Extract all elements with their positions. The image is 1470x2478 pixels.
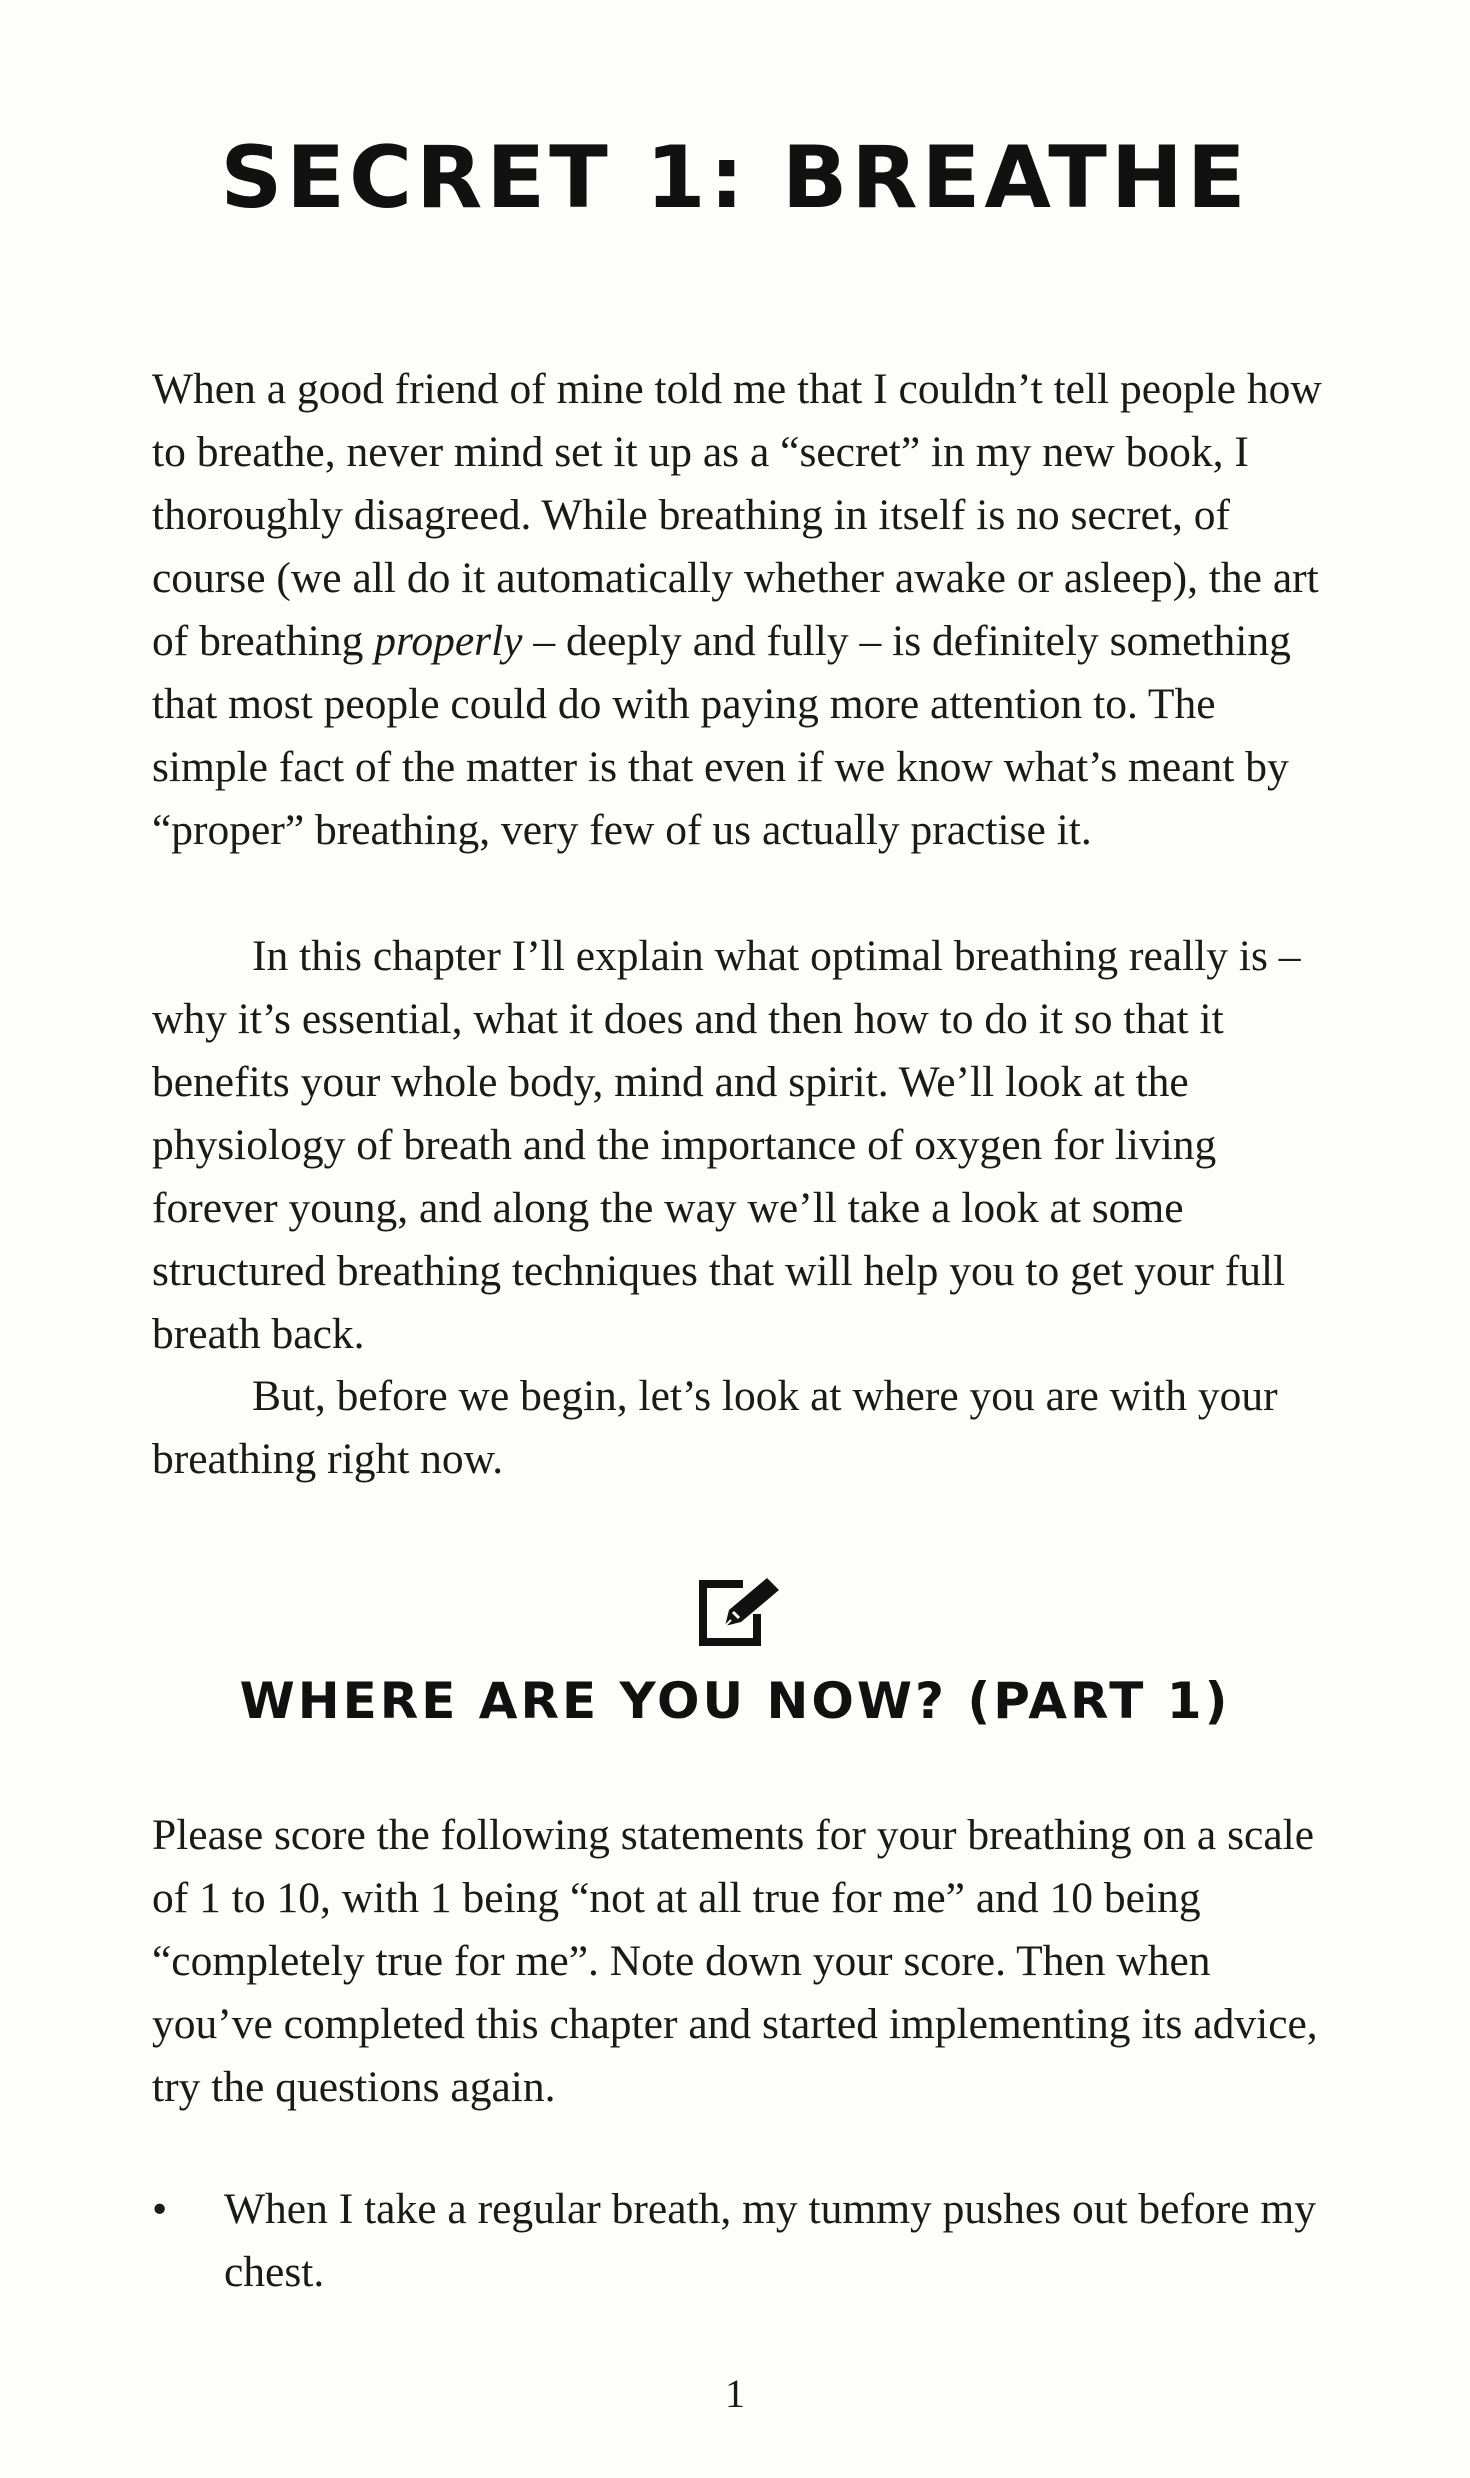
list-item	[152, 2178, 1322, 2304]
body-paragraph-3	[152, 1365, 1322, 1491]
list-item-text: When I take a regular breath, my tummy pushes out before my chest.	[224, 2185, 1316, 2296]
body-paragraph-2	[152, 925, 1322, 1366]
para1-text-end: – deeply and fully – is definitely something that most people could do with paying more attention to. The simple fact of the matter is that even if we know what’s meant by “proper” breathing, very few of us actually practise it.	[152, 617, 1291, 854]
edit-note-icon	[695, 1572, 785, 1648]
chapter-title: SECRET 1: BREATHE	[220, 128, 1250, 228]
para3-text: But, before we begin, let’s look at where you are with your breathing right now.	[152, 1372, 1278, 1483]
page-number: 1	[725, 2371, 745, 2416]
body-paragraph-1	[152, 358, 1322, 862]
para2-text: In this chapter I’ll explain what optimal breathing really is – why it’s essential, what it does and then how to do it so that it benefits your whole body, mind and spirit. We’ll look at the physiology of breath and the importance of oxygen for living forever young, and along the way we’ll take a look at some structured breathing techniques that will help you to get your full breath back.	[152, 932, 1301, 1358]
para1-italic-word: properly	[374, 617, 523, 665]
section-heading: WHERE ARE YOU NOW? (PART 1)	[239, 1672, 1231, 1730]
statement-list	[152, 2178, 1322, 2304]
para1-text-start: When a good friend of mine told me that I couldn’t tell people how to breathe, never mind set it up as a “secret” in my new book, I thoroughly disagreed. While breathing in itself is no secret, of course (we all do it automatically whether awake or asleep), the art of breathing	[152, 365, 1322, 665]
section-intro: Please score the following statements for your breathing on a scale of 1 to 10, with 1 being “not at all true for me” and 10 being “completely true for me”. Note down your score. Then when you’ve completed this chapter and started implementing its advice, try the questions again.	[152, 1811, 1318, 2111]
bullet-marker: •	[152, 2185, 168, 2233]
